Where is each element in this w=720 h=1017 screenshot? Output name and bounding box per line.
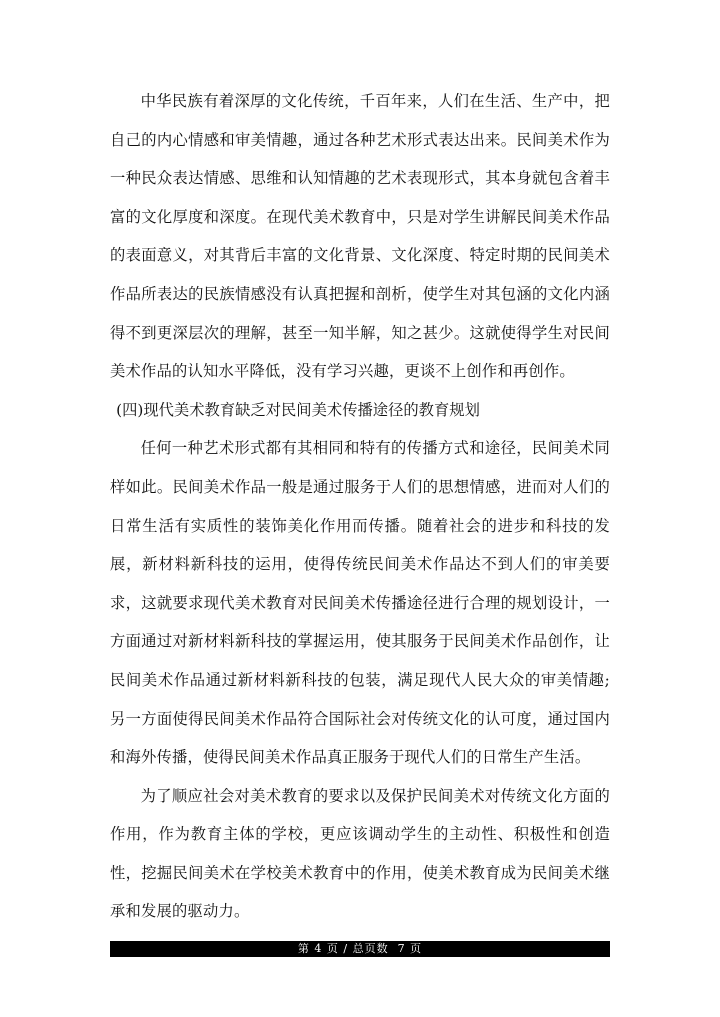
document-body xyxy=(110,82,610,931)
page-footer: 第 4 页 / 总页数 7 页 xyxy=(110,941,610,957)
paragraph: 中华民族有着深厚的文化传统，千百年来，人们在生活、生产中，把自己的内心情感和审美情趣，通过各种艺术形式表达出来。民间美术作为一种民众表达情感、思维和认知情趣的艺术表现形式，其本身就包含着丰富的文化厚度和深度。在现代美术教育中，只是对学生讲解民间美术作品的表面意义，对其背后丰富的文化背景、文化深度、特定时期的民间美术作品所表达的民族情感没有认真把握和剖析，使学生对其包涵的文化内涵得不到更深层次的理解，甚至一知半解，知之甚少。这就使得学生对民间美术作品的认知水平降低，没有学习兴趣，更谈不上创作和再创作。 xyxy=(110,92,610,381)
section-heading: (四)现代美术教育缺乏对民间美术传播途径的教育规划 xyxy=(116,400,480,419)
paragraph: 为了顺应社会对美术教育的要求以及保护民间美术对传统文化方面的作用，作为教育主体的学校，更应该调动学生的主动性、积极性和创造性，挖掘民间美术在学校美术教育中的作用，使美术教育成为民间美术继承和发展的驱动力。 xyxy=(110,786,610,921)
paragraph: 任何一种艺术形式都有其相同和特有的传播方式和途径，民间美术同样如此。民间美术作品一般是通过服务于人们的思想情感，进而对人们的日常生活有实质性的装饰美化作用而传播。随着社会的进步和科技的发展，新材料新科技的运用，使得传统民间美术作品达不到人们的审美要求，这就要求现代美术教育对民间美术传播途径进行合理的规划设计，一方面通过对新材料新科技的掌握运用，使其服务于民间美术作品创作，让民间美术作品通过新材料新科技的包装，满足现代人民大众的审美情趣;另一方面使得民间美术作品符合国际社会对传统文化的认可度，通过国内和海外传播，使得民间美术作品真正服务于现代人们的日常生产生活。 xyxy=(110,439,610,767)
